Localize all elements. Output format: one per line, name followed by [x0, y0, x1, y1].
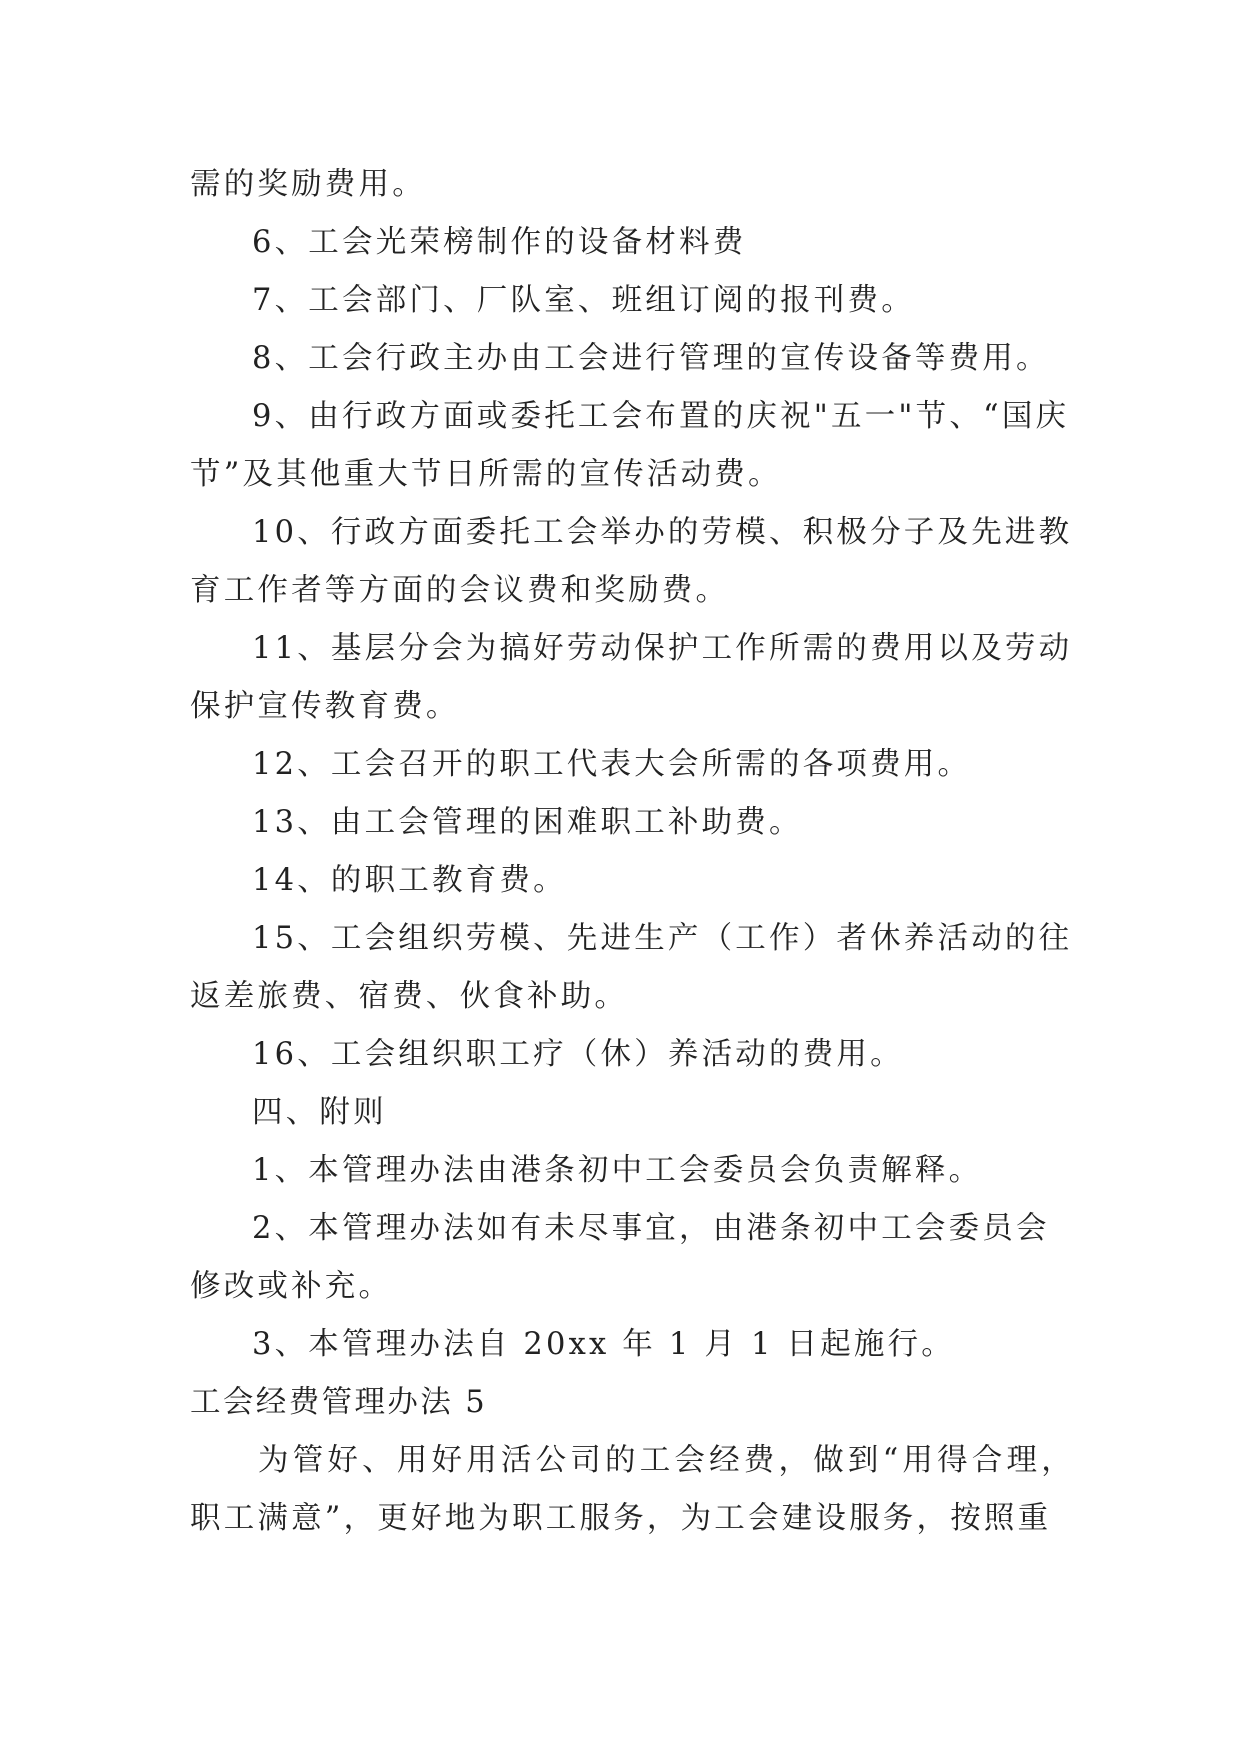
document-body: [190, 156, 1076, 1548]
list-item-8: 8、工会行政主办由工会进行管理的宣传设备等费用。: [252, 341, 1050, 376]
list-item-12: 12、工会召开的职工代表大会所需的各项费用。: [252, 747, 972, 782]
paragraph-line-continued: 需的奖励费用。: [190, 167, 426, 202]
list-item-15-continued: 返差旅费、宿费、伙食补助。: [190, 979, 629, 1014]
section-heading-appendix: 四、附则: [252, 1095, 387, 1130]
list-item-9: 9、由行政方面或委托工会布置的庆祝"五一"节、“国庆: [252, 399, 1070, 434]
list-item-11-continued: 保护宣传教育费。: [190, 689, 460, 724]
list-item-9-continued: 节”及其他重大节日所需的宣传活动费。: [190, 457, 782, 492]
appendix-item-3: 3、本管理办法自 20xx 年 1 月 1 日起施行。: [252, 1327, 955, 1362]
appendix-item-2: 2、本管理办法如有未尽事宜，由港条初中工会委员会: [252, 1211, 1050, 1246]
list-item-11: 11、基层分会为搞好劳动保护工作所需的费用以及劳动: [252, 631, 1073, 666]
intro-paragraph: 为管好、用好用活公司的工会经费，做到“用得合理，: [258, 1443, 1076, 1478]
document-title: 工会经费管理办法 5: [190, 1385, 488, 1420]
appendix-item-2-continued: 修改或补充。: [190, 1269, 393, 1304]
list-item-7: 7、工会部门、厂队室、班组订阅的报刊费。: [252, 283, 915, 318]
list-item-10: 10、行政方面委托工会举办的劳模、积极分子及先进教: [252, 515, 1073, 550]
list-item-14: 14、的职工教育费。: [252, 863, 567, 898]
list-item-16: 16、工会组织职工疗（休）养活动的费用。: [252, 1037, 904, 1072]
intro-paragraph-continued: 职工满意”，更好地为职工服务，为工会建设服务，按照重: [190, 1501, 1052, 1536]
list-item-10-continued: 育工作者等方面的会议费和奖励费。: [190, 573, 730, 608]
list-item-13: 13、由工会管理的困难职工补助费。: [252, 805, 803, 840]
list-item-6: 6、工会光荣榜制作的设备材料费: [252, 225, 747, 260]
list-item-15: 15、工会组织劳模、先进生产（工作）者休养活动的往: [252, 921, 1073, 956]
appendix-item-1: 1、本管理办法由港条初中工会委员会负责解释。: [252, 1153, 983, 1188]
